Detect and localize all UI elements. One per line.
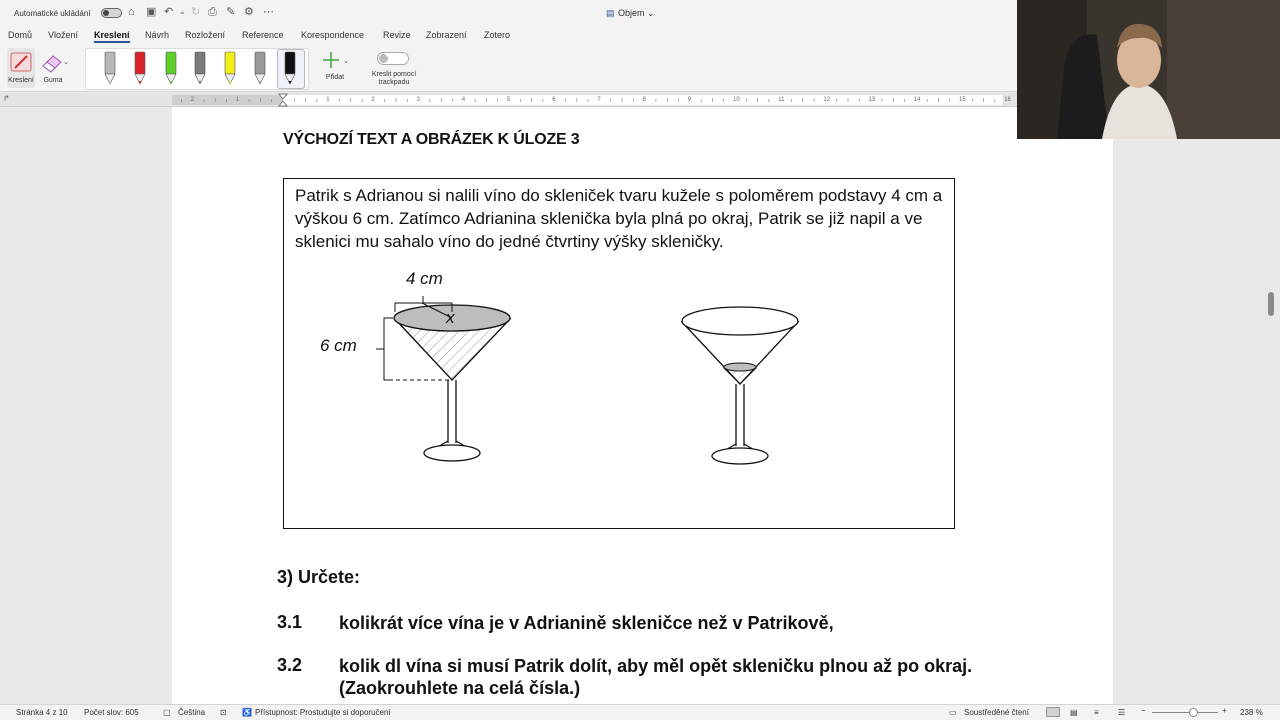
webcam-overlay: [1017, 0, 1280, 139]
ribbon-tabs: [0, 26, 1017, 44]
ruler-number: 2: [371, 97, 375, 103]
tab-mailings[interactable]: Korespondence: [301, 30, 365, 40]
eraser-icon: [39, 50, 69, 76]
home-icon[interactable]: ⌂: [128, 6, 135, 18]
tab-view[interactable]: Zobrazení: [426, 30, 467, 40]
radius-label: 4 cm: [406, 269, 443, 288]
autosave-label: Automatické ukládání: [14, 9, 91, 18]
pen-pencil-grey-2[interactable]: [255, 52, 265, 84]
redo-icon[interactable]: ↻: [191, 6, 201, 18]
trackpad-draw-toggle[interactable]: [368, 50, 420, 90]
ruler-number: 13: [868, 97, 876, 103]
pen-pen-red[interactable]: [135, 52, 145, 84]
more-icon[interactable]: ⋯: [263, 6, 274, 18]
ruler-number: 3: [416, 97, 420, 103]
svg-text:⌄: ⌄: [343, 58, 349, 65]
word-count[interactable]: Počet slov: 605: [84, 708, 139, 717]
question-text: kolikrát více vína je v Adrianině skleničce než v Patrikově,: [339, 613, 834, 633]
draw-pen-icon: [7, 50, 35, 76]
pens-svg: [85, 46, 315, 92]
save-icon[interactable]: ▣: [146, 6, 157, 18]
document-area[interactable]: [0, 107, 1280, 704]
pen-pen-green[interactable]: [166, 52, 176, 84]
ruler-number: 6: [552, 97, 556, 103]
autosave-toggle[interactable]: [101, 8, 122, 18]
pen-pencil-grey[interactable]: [105, 52, 115, 84]
hanging-indent-marker[interactable]: [279, 101, 287, 106]
problem-text: Patrik s Adrianou si nalili víno do skleniček tvaru kužele s poloměrem podstavy 4 cm a výškou 6 cm. Zatímco Adrianina sklenička byla plná po okraj, Patrik se již napil a ve sklenici mu sahalo víno do jedné čtvrtiny výšky skleničky.: [295, 186, 943, 251]
adriana-glass: [376, 296, 510, 461]
tab-stop-icon[interactable]: ↱: [3, 94, 10, 103]
eraser-button[interactable]: [39, 48, 69, 88]
x-label: x: [446, 308, 455, 327]
draft-view-icon[interactable]: ☰: [1118, 708, 1126, 717]
accessibility-icon: ♿: [242, 708, 252, 717]
document-icon: ▤: [606, 8, 615, 18]
patrik-glass: [682, 307, 798, 464]
pen-pen-black[interactable]: [285, 52, 295, 84]
ruler-number: 14: [913, 97, 921, 103]
pen-pencil-dark[interactable]: [195, 52, 205, 84]
language[interactable]: Čeština: [178, 708, 206, 717]
ruler-ticks: [0, 93, 1017, 107]
tab-insert[interactable]: Vložení: [48, 30, 79, 40]
ruler-number: 10: [733, 97, 740, 103]
document-page[interactable]: [172, 107, 1113, 704]
spellcheck-icon[interactable]: ▢: [163, 708, 171, 717]
outline-view-icon[interactable]: ≡: [1094, 708, 1099, 717]
web-layout-icon[interactable]: ▤: [1070, 708, 1078, 717]
customize-icon[interactable]: ⚙: [244, 6, 254, 18]
first-line-indent-marker[interactable]: [279, 94, 287, 99]
undo-icon[interactable]: ↶: [164, 6, 174, 18]
ruler-number: 2: [190, 97, 194, 103]
accessibility-status[interactable]: Přístupnost: Prostudujte si doporučení: [255, 708, 391, 717]
svg-text:⌄: ⌄: [63, 59, 69, 66]
track-changes-icon[interactable]: ⊡: [220, 708, 227, 717]
question-number: 3.1: [277, 612, 303, 632]
height-label: 6 cm: [320, 336, 357, 355]
print-icon[interactable]: ⎙: [208, 6, 217, 18]
ruler-number: 5: [507, 97, 511, 103]
ruler-number: 8: [642, 97, 646, 103]
document-title-text: Objem: [618, 8, 645, 18]
zoom-in-button[interactable]: +: [1222, 706, 1227, 715]
glasses-figure: [284, 179, 956, 530]
draw-tool-label: Kreslení: [8, 77, 34, 84]
focus-mode-icon: ▭: [949, 708, 957, 717]
tab-references[interactable]: Reference: [242, 30, 284, 40]
ruler-number: 4: [461, 97, 466, 103]
undo-dropdown-icon[interactable]: ⌄: [179, 7, 186, 16]
draw-tool-button[interactable]: [7, 48, 35, 88]
plus-icon: [318, 50, 354, 70]
ruler-number: 7: [597, 97, 601, 103]
add-pen-button[interactable]: [318, 50, 354, 88]
tab-review[interactable]: Revize: [383, 30, 411, 40]
page-count[interactable]: Stránka 4 z 10: [16, 708, 68, 717]
chevron-down-icon: ⌄: [647, 8, 655, 18]
ruler-number: 1: [326, 97, 330, 103]
ruler-number: 9: [687, 97, 692, 103]
add-pen-label: Přidat: [325, 74, 345, 81]
zoom-slider-thumb[interactable]: [1189, 708, 1198, 717]
section-heading: VÝCHOZÍ TEXT A OBRÁZEK K ÚLOZE 3: [283, 131, 580, 148]
tab-design[interactable]: Návrh: [145, 30, 170, 40]
ruler-number: 12: [823, 97, 831, 103]
questions-title: 3) Určete:: [277, 567, 361, 587]
question-number: 3.2: [277, 655, 303, 675]
tab-layout[interactable]: Rozložení: [185, 30, 226, 40]
tab-home[interactable]: Domů: [8, 30, 33, 40]
print-layout-icon[interactable]: [1046, 707, 1060, 717]
ruler-number: 16: [1004, 97, 1011, 103]
problem-box: [283, 178, 955, 529]
ruler-number: 1: [235, 97, 240, 103]
draw-pen-icon[interactable]: ✎: [226, 6, 236, 18]
trackpad-label: [368, 71, 420, 87]
presenter-video: [1017, 0, 1280, 139]
pen-highlighter-yellow[interactable]: [225, 52, 235, 84]
focus-mode-button[interactable]: Soustředěné čtení: [964, 708, 1029, 717]
tab-draw[interactable]: Kreslení: [94, 30, 130, 43]
zoom-slider[interactable]: [1152, 712, 1218, 713]
trackpad-label-line2: trackpadu: [378, 79, 410, 86]
ribbon: [0, 44, 1017, 92]
ruler-number: 11: [778, 97, 785, 103]
zoom-out-button[interactable]: −: [1141, 706, 1146, 715]
vertical-scrollbar[interactable]: [1268, 292, 1274, 316]
zoom-level[interactable]: 238 %: [1240, 708, 1263, 717]
document-title[interactable]: [618, 8, 655, 19]
trackpad-label-line1: Kreslit pomocí: [371, 71, 417, 78]
trackpad-toggle-switch: [377, 52, 409, 65]
status-bar: [0, 704, 1280, 720]
tab-zotero[interactable]: Zotero: [484, 30, 511, 40]
ruler-number: 15: [959, 97, 966, 103]
height-bracket: [384, 318, 393, 380]
question-text: kolik dl vína si musí Patrik dolít, aby měl opět skleničku plnou až po okraj. (Zaokrouhlete na celá čísla.): [339, 656, 973, 698]
eraser-label: Guma: [43, 77, 63, 84]
horizontal-ruler[interactable]: [0, 93, 1017, 107]
